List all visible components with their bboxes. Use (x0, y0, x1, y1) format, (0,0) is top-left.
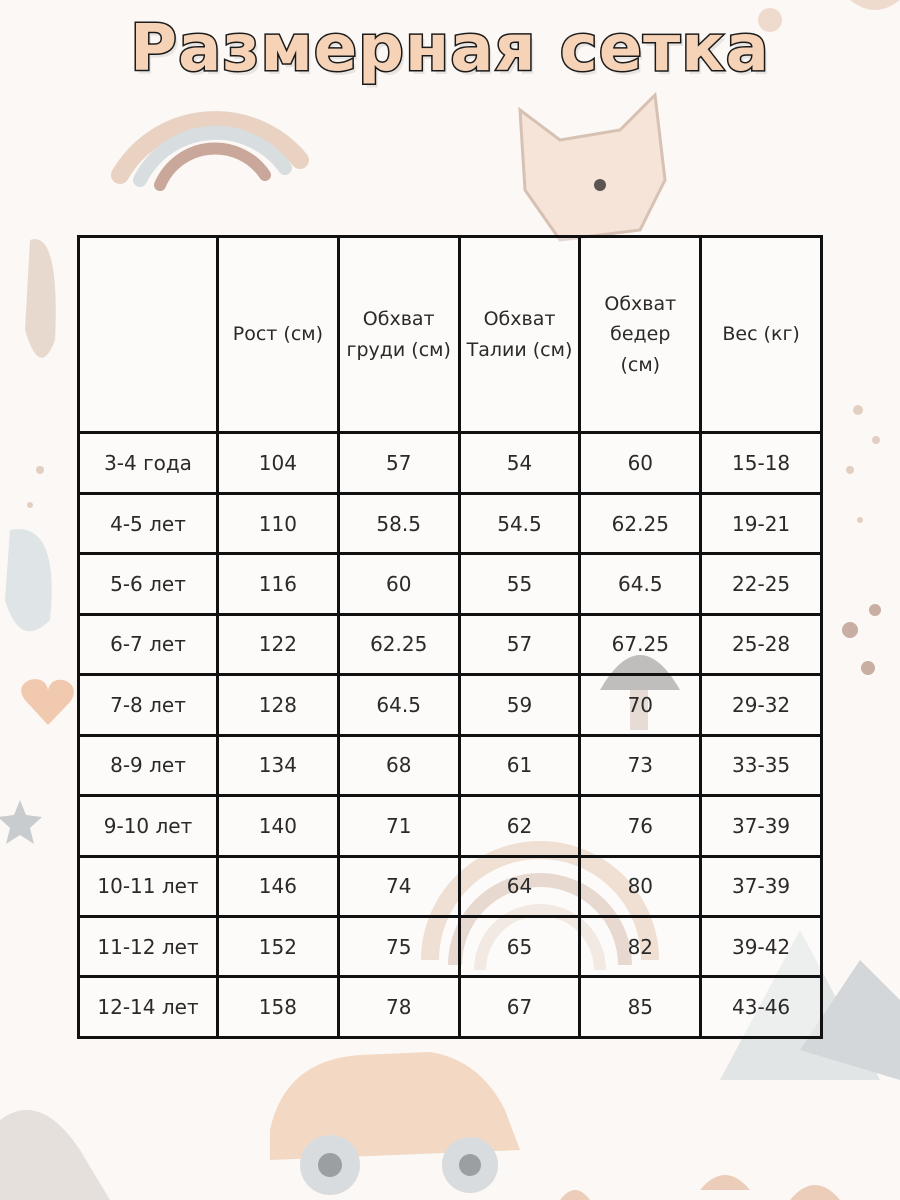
table-row (79, 916, 822, 976)
waist-cell: 62 (459, 796, 580, 856)
table-header-row (79, 237, 822, 433)
bumps-decoration (560, 1175, 840, 1200)
waist-cell: 64 (459, 856, 580, 916)
height-cell: 116 (218, 554, 339, 614)
height-cell: 110 (218, 493, 339, 553)
age-cell: 11-12 лет (79, 916, 218, 976)
age-cell: 4-5 лет (79, 493, 218, 553)
weight-cell: 39-42 (701, 916, 822, 976)
car-decoration (270, 1052, 520, 1195)
waist-cell: 65 (459, 916, 580, 976)
size-chart-table (77, 235, 823, 1039)
hips-cell: 73 (580, 735, 701, 795)
weight-cell: 29-32 (701, 675, 822, 735)
table-row (79, 977, 822, 1038)
table-row (79, 796, 822, 856)
plant-decoration (5, 239, 56, 631)
weight-cell: 37-39 (701, 856, 822, 916)
waist-cell: 59 (459, 675, 580, 735)
header-cell-waist: Обхват Талии (см) (459, 237, 580, 433)
chest-cell: 75 (338, 916, 459, 976)
waist-cell: 55 (459, 554, 580, 614)
waist-cell: 67 (459, 977, 580, 1038)
page-title: Размерная сетка (130, 12, 770, 86)
header-cell-weight: Вес (кг) (701, 237, 822, 433)
age-cell: 8-9 лет (79, 735, 218, 795)
chest-cell: 78 (338, 977, 459, 1038)
hips-cell: 70 (580, 675, 701, 735)
chest-cell: 62.25 (338, 614, 459, 674)
chest-cell: 68 (338, 735, 459, 795)
hips-cell: 62.25 (580, 493, 701, 553)
weight-cell: 22-25 (701, 554, 822, 614)
hips-cell: 82 (580, 916, 701, 976)
age-cell: 5-6 лет (79, 554, 218, 614)
height-cell: 146 (218, 856, 339, 916)
weight-cell: 33-35 (701, 735, 822, 795)
hill-decoration (0, 1110, 110, 1200)
hips-cell: 60 (580, 433, 701, 493)
height-cell: 152 (218, 916, 339, 976)
chest-cell: 71 (338, 796, 459, 856)
chest-cell: 60 (338, 554, 459, 614)
age-cell: 7-8 лет (79, 675, 218, 735)
waist-cell: 61 (459, 735, 580, 795)
chest-cell: 57 (338, 433, 459, 493)
header-cell-height: Рост (см) (218, 237, 339, 433)
waist-cell: 57 (459, 614, 580, 674)
fox-decoration (520, 95, 665, 240)
table-row (79, 433, 822, 493)
weight-cell: 19-21 (701, 493, 822, 553)
hips-cell: 76 (580, 796, 701, 856)
header-cell-chest: Обхват груди (см) (338, 237, 459, 433)
hips-cell: 64.5 (580, 554, 701, 614)
age-cell: 3-4 года (79, 433, 218, 493)
table-row (79, 493, 822, 553)
weight-cell: 25-28 (701, 614, 822, 674)
height-cell: 122 (218, 614, 339, 674)
age-cell: 12-14 лет (79, 977, 218, 1038)
header-cell-age (79, 237, 218, 433)
table-row (79, 614, 822, 674)
height-cell: 128 (218, 675, 339, 735)
berries-decoration (842, 604, 881, 675)
hips-cell: 67.25 (580, 614, 701, 674)
rainbow-decoration (120, 120, 300, 185)
age-cell: 9-10 лет (79, 796, 218, 856)
waist-cell: 54.5 (459, 493, 580, 553)
height-cell: 140 (218, 796, 339, 856)
table-row (79, 675, 822, 735)
hips-cell: 80 (580, 856, 701, 916)
table-row (79, 856, 822, 916)
weight-cell: 43-46 (701, 977, 822, 1038)
table-row (79, 735, 822, 795)
height-cell: 134 (218, 735, 339, 795)
waist-cell: 54 (459, 433, 580, 493)
chest-cell: 58.5 (338, 493, 459, 553)
weight-cell: 15-18 (701, 433, 822, 493)
chest-cell: 74 (338, 856, 459, 916)
heart-decoration (21, 679, 74, 725)
age-cell: 10-11 лет (79, 856, 218, 916)
age-cell: 6-7 лет (79, 614, 218, 674)
height-cell: 104 (218, 433, 339, 493)
star-decoration (0, 800, 42, 844)
header-cell-hips: Обхват бедер (см) (580, 237, 701, 433)
table-row (79, 554, 822, 614)
hips-cell: 85 (580, 977, 701, 1038)
height-cell: 158 (218, 977, 339, 1038)
chest-cell: 64.5 (338, 675, 459, 735)
weight-cell: 37-39 (701, 796, 822, 856)
